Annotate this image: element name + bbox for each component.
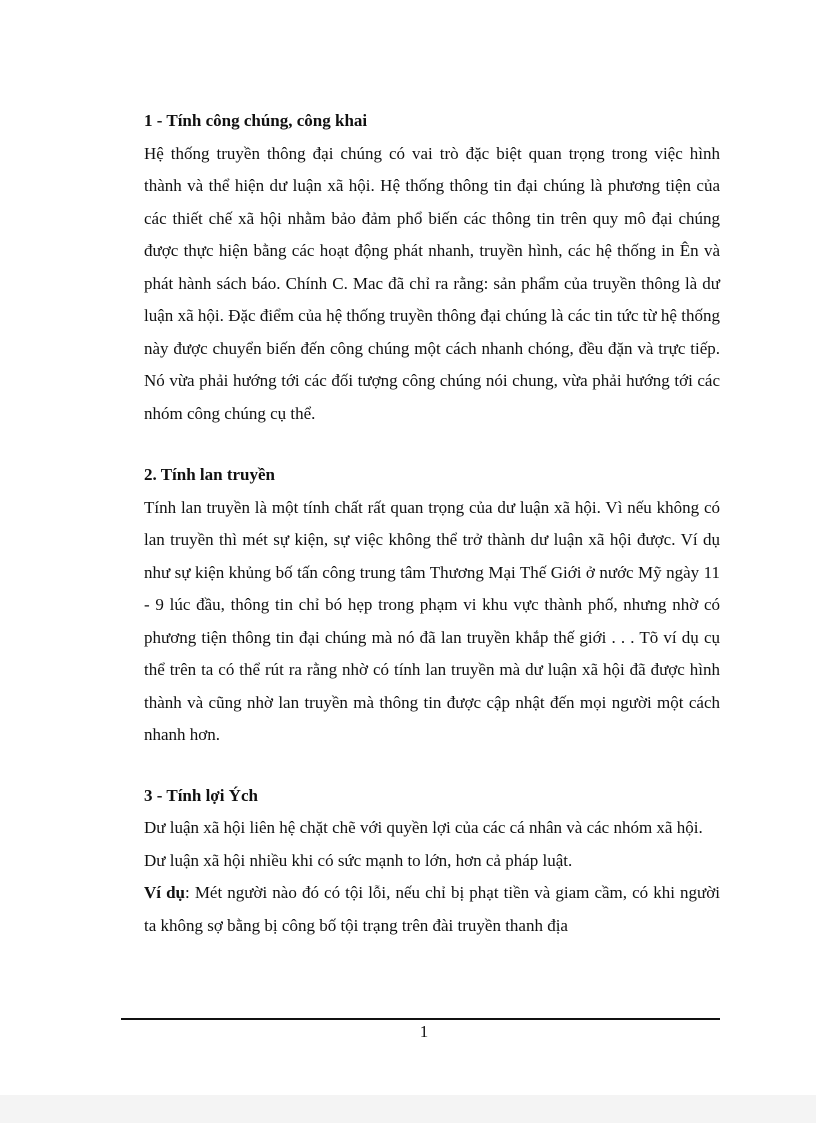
- section-benefit: [144, 780, 720, 943]
- page-number: 1: [419, 1022, 429, 1041]
- example-label: Ví dụ: [144, 883, 185, 902]
- page-bottom-margin: [0, 1095, 816, 1123]
- section-heading: 2. Tính lan truyền: [144, 465, 276, 484]
- example-paragraph: [144, 877, 720, 942]
- section-public-nature: [144, 105, 720, 430]
- section-spacer: [144, 430, 720, 459]
- section-spacer: [144, 752, 720, 780]
- section-paragraph: Dư luận xã hội nhiều khi có sức mạnh to lớn, hơn cả pháp luật.: [144, 850, 573, 870]
- section-paragraph: Dư luận xã hội liên hệ chặt chẽ với quyền lợi của các cá nhân và các nhóm xã hội.: [144, 818, 703, 837]
- section-heading: 3 - Tính lợi Ých: [144, 785, 258, 805]
- example-text: : Mét người nào đó có tội lỗi, nếu chỉ bị phạt tiền và giam cầm, có khi người ta không sợ bằng bị công bố tội trạng trên đài truyền thanh địa: [144, 883, 720, 935]
- section-paragraph: Tính lan truyền là một tính chất rất quan trọng của dư luận xã hội. Vì nếu không có lan truyền thì mét sự kiện, sự việc không thể trở thành dư luận xã hội được. Ví dụ như sự kiện khủng bố tấn công trung tâm Thương Mại Thế Giới ở nước Mỹ ngày 11 - 9 lúc đầu, thông tin chỉ bó hẹp trong phạm vi khu vực thành phố, nhưng nhờ có phương tiện thông tin đại chúng mà nó đã lan truyền khắp thế giới . . . Tõ ví dụ cụ thể trên ta có thể rút ra rằng nhờ có tính lan truyền mà dư luận xã hội đã được hình thành và cũng nhờ lan truyền mà thông tin được cập nhật đến mọi người một cách nhanh hơn.: [144, 497, 720, 744]
- section-heading: 1 - Tính công chúng, công khai: [144, 111, 368, 130]
- document-body: [144, 105, 720, 942]
- section-spread: [144, 459, 720, 752]
- section-paragraph: Hệ thống truyền thông đại chúng có vai trò đặc biệt quan trọng trong việc hình thành và thể hiện dư luận xã hội. Hệ thống thông tin đại chúng là phương tiện của các thiết chế xã hội nhằm bảo đảm phổ biến các thông tin trên quy mô đại chúng được thực hiện bằng các hoạt động phát nhanh, truyền hình, các hệ thống in Ên và phát hành sách báo. Chính C. Mac đã chỉ ra rằng: sản phẩm của truyền thông là dư luận xã hội. Đặc điểm của hệ thống truyền thông đại chúng là các tin tức từ hệ thống này được chuyển biến đến công chúng một cách nhanh chóng, đều đặn và trực tiếp. Nó vừa phải hướng tới các đối tượng công chúng nói chung, vừa phải hướng tới các nhóm công chúng cụ thể.: [144, 143, 720, 423]
